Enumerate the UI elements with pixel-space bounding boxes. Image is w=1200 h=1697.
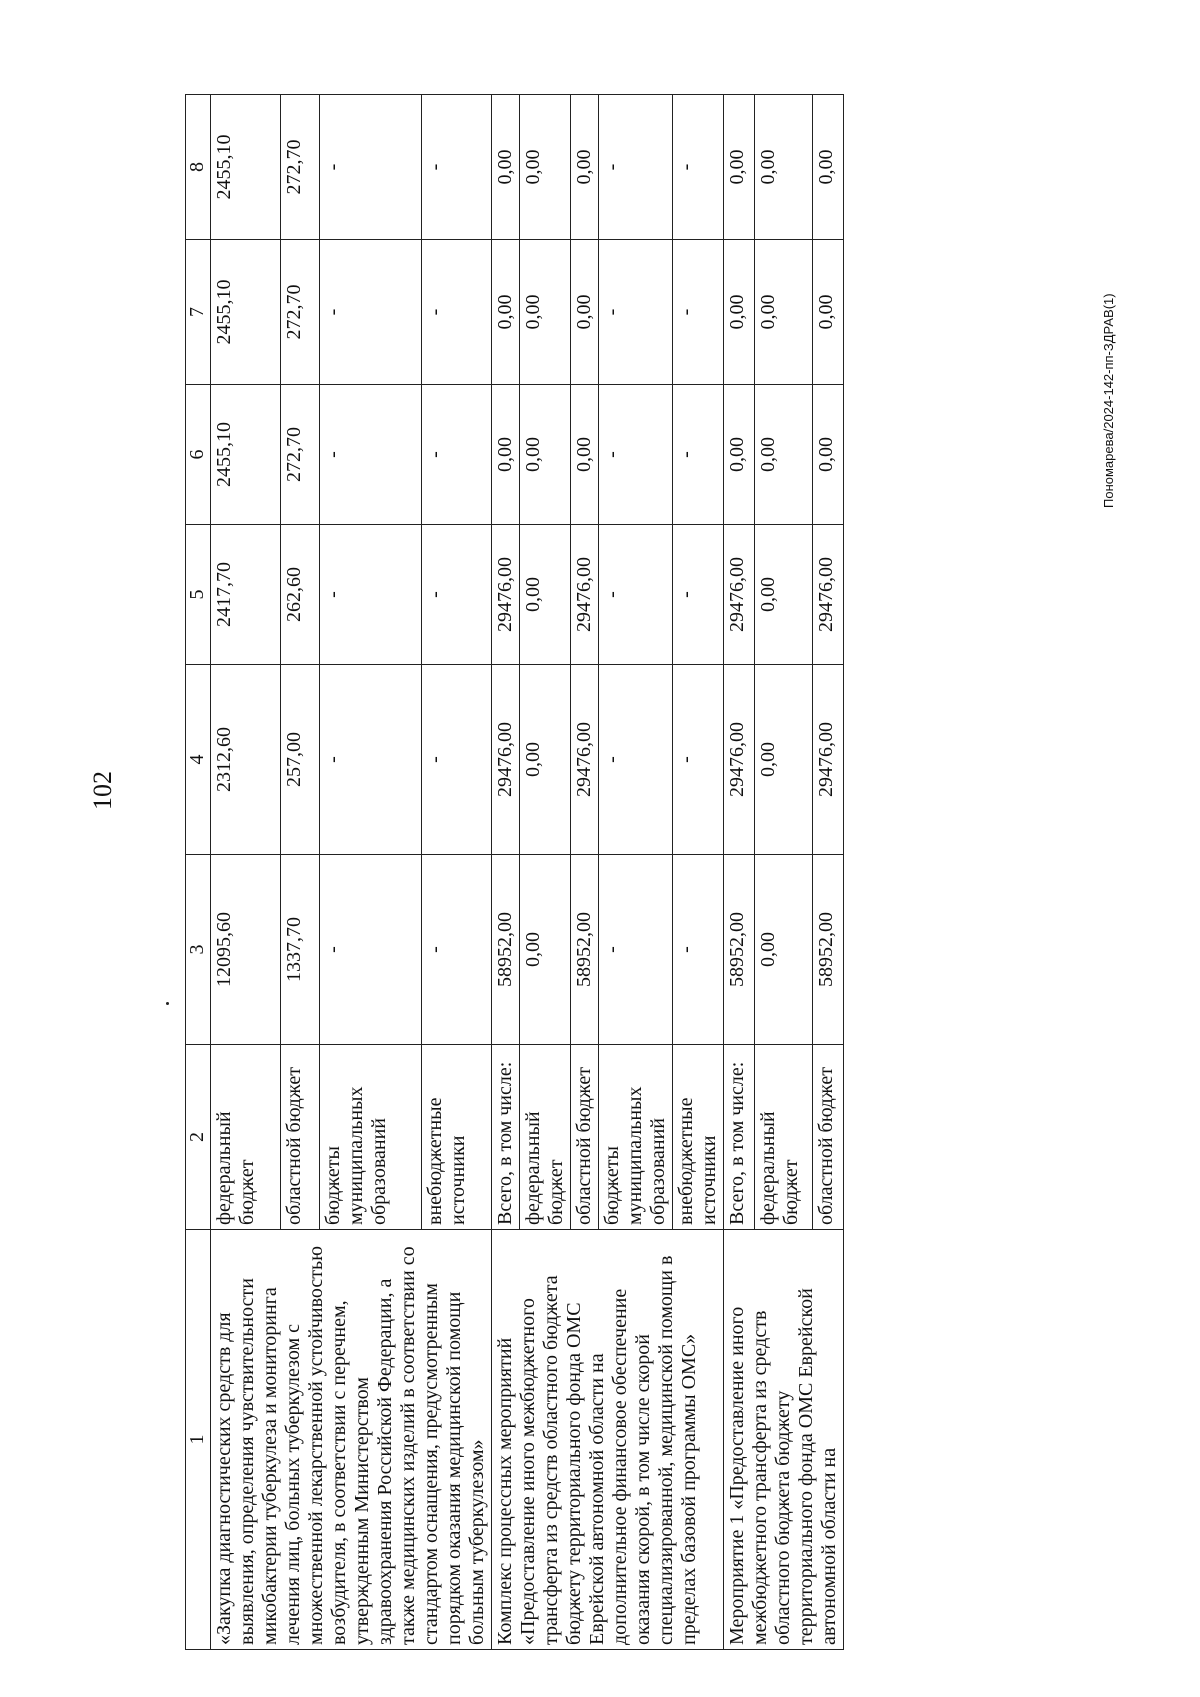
amount-cell: - [673,240,724,385]
amount-cell: 2417,70 [211,525,281,665]
amount-cell: - [599,525,673,665]
amount-cell: - [599,95,673,240]
column-header-3: 3 [186,855,211,1045]
amount-cell: - [673,855,724,1045]
amount-cell: 0,00 [571,240,599,385]
amount-cell: - [599,385,673,525]
column-header-2: 2 [186,1045,211,1230]
funding-source: Всего, в том числе: [492,1045,520,1230]
funding-source: внебюджетные источники [673,1045,724,1230]
amount-cell: 29476,00 [571,665,599,855]
amount-cell: 29476,00 [492,525,520,665]
amount-cell: - [421,855,491,1045]
amount-cell: 0,00 [755,240,812,385]
amount-cell: 29476,00 [492,665,520,855]
amount-cell: 58952,00 [571,855,599,1045]
amount-cell: - [599,240,673,385]
column-header-8: 8 [186,95,211,240]
amount-cell: 272,70 [281,95,320,240]
amount-cell: 272,70 [281,385,320,525]
table-row [211,95,281,1650]
amount-cell: 0,00 [520,855,571,1045]
amount-cell: - [421,665,491,855]
funding-source: областной бюджет [281,1045,320,1230]
amount-cell: - [319,95,421,240]
amount-cell: 29476,00 [812,525,843,665]
amount-cell: 0,00 [520,385,571,525]
amount-cell: 0,00 [492,240,520,385]
amount-cell: 0,00 [755,95,812,240]
amount-cell: 0,00 [812,95,843,240]
column-header-1: 1 [186,1230,211,1650]
amount-cell: - [421,95,491,240]
table-row [492,95,520,1650]
amount-cell: 262,60 [281,525,320,665]
funding-source: бюджеты муниципальных образований [599,1045,673,1230]
amount-cell: 1337,70 [281,855,320,1045]
amount-cell: - [673,95,724,240]
rotated-table-container [185,95,1085,1650]
amount-cell: - [673,525,724,665]
amount-cell: - [319,525,421,665]
funding-source: бюджеты муниципальных образований [319,1045,421,1230]
table-body [211,95,844,1650]
amount-cell: 272,70 [281,240,320,385]
amount-cell: 29476,00 [571,525,599,665]
scan-speck [166,1002,169,1005]
column-header-4: 4 [186,665,211,855]
measure-description: Комплекс процессных мероприятий «Предоставление иного межбюджетного трансферта из средств областного бюджета бюджету территориального фонда ОМС Еврейской автономной области на дополнительное финансовое обеспечение оказания скорой, в том числе скорой специализированной, медицинской помощи в пределах базовой программы ОМС» [492,1230,724,1650]
funding-source: федеральный бюджет [755,1045,812,1230]
table-row [724,95,755,1650]
amount-cell: 12095,60 [211,855,281,1045]
measure-description: Мероприятие 1 «Предоставление иного межбюджетного трансферта из средств областного бюджета бюджету территориального фонда ОМС Еврейской автономной области на [724,1230,844,1650]
amount-cell: - [421,240,491,385]
amount-cell: - [673,385,724,525]
amount-cell: 0,00 [755,525,812,665]
measure-description: «Закупка диагностических средств для выявления, определения чувствительности микобактерии туберкулеза и мониторинга лечения лиц, больных туберкулезом с множественной лекарственной устойчивостью возбудителя, в соответствии с перечнем, утвержденным Министерством здравоохранения Российской Федерации, а также медицинских изделий в соответствии со стандартом оснащения, предусмотренным порядком оказания медицинской помощи больным туберкулезом» [211,1230,492,1650]
column-header-6: 6 [186,385,211,525]
amount-cell: 0,00 [724,385,755,525]
amount-cell: 0,00 [520,665,571,855]
amount-cell: 58952,00 [812,855,843,1045]
amount-cell: 29476,00 [812,665,843,855]
amount-cell: 0,00 [724,95,755,240]
table-header-row [186,95,211,1650]
amount-cell: 58952,00 [724,855,755,1045]
funding-source: областной бюджет [812,1045,843,1230]
amount-cell: - [319,385,421,525]
column-header-7: 7 [186,240,211,385]
amount-cell: 0,00 [755,855,812,1045]
amount-cell: 0,00 [812,385,843,525]
amount-cell: 0,00 [755,385,812,525]
funding-source: внебюджетные источники [421,1045,491,1230]
amount-cell: 0,00 [520,240,571,385]
amount-cell: 0,00 [812,240,843,385]
amount-cell: 29476,00 [724,525,755,665]
amount-cell: 0,00 [755,665,812,855]
column-header-5: 5 [186,525,211,665]
amount-cell: - [319,855,421,1045]
amount-cell: 2455,10 [211,95,281,240]
amount-cell: - [421,385,491,525]
document-code: Пономарева/2024-142-пп-ЗДРАВ(1) [1100,292,1116,508]
amount-cell: - [319,240,421,385]
amount-cell: 2455,10 [211,240,281,385]
funding-source: федеральный бюджет [520,1045,571,1230]
funding-source: областной бюджет [571,1045,599,1230]
amount-cell: 29476,00 [724,665,755,855]
funding-source: федеральный бюджет [211,1045,281,1230]
amount-cell: - [673,665,724,855]
amount-cell: - [599,665,673,855]
amount-cell: 0,00 [724,240,755,385]
amount-cell: 257,00 [281,665,320,855]
amount-cell: - [421,525,491,665]
amount-cell: 0,00 [571,385,599,525]
amount-cell: 2312,60 [211,665,281,855]
amount-cell: 0,00 [492,385,520,525]
amount-cell: 0,00 [520,95,571,240]
amount-cell: 58952,00 [492,855,520,1045]
amount-cell: - [319,665,421,855]
amount-cell: - [599,855,673,1045]
amount-cell: 0,00 [492,95,520,240]
amount-cell: 2455,10 [211,385,281,525]
budget-table [185,94,844,1650]
amount-cell: 0,00 [571,95,599,240]
page-number: 102 [88,770,117,810]
funding-source: Всего, в том числе: [724,1045,755,1230]
amount-cell: 0,00 [520,525,571,665]
